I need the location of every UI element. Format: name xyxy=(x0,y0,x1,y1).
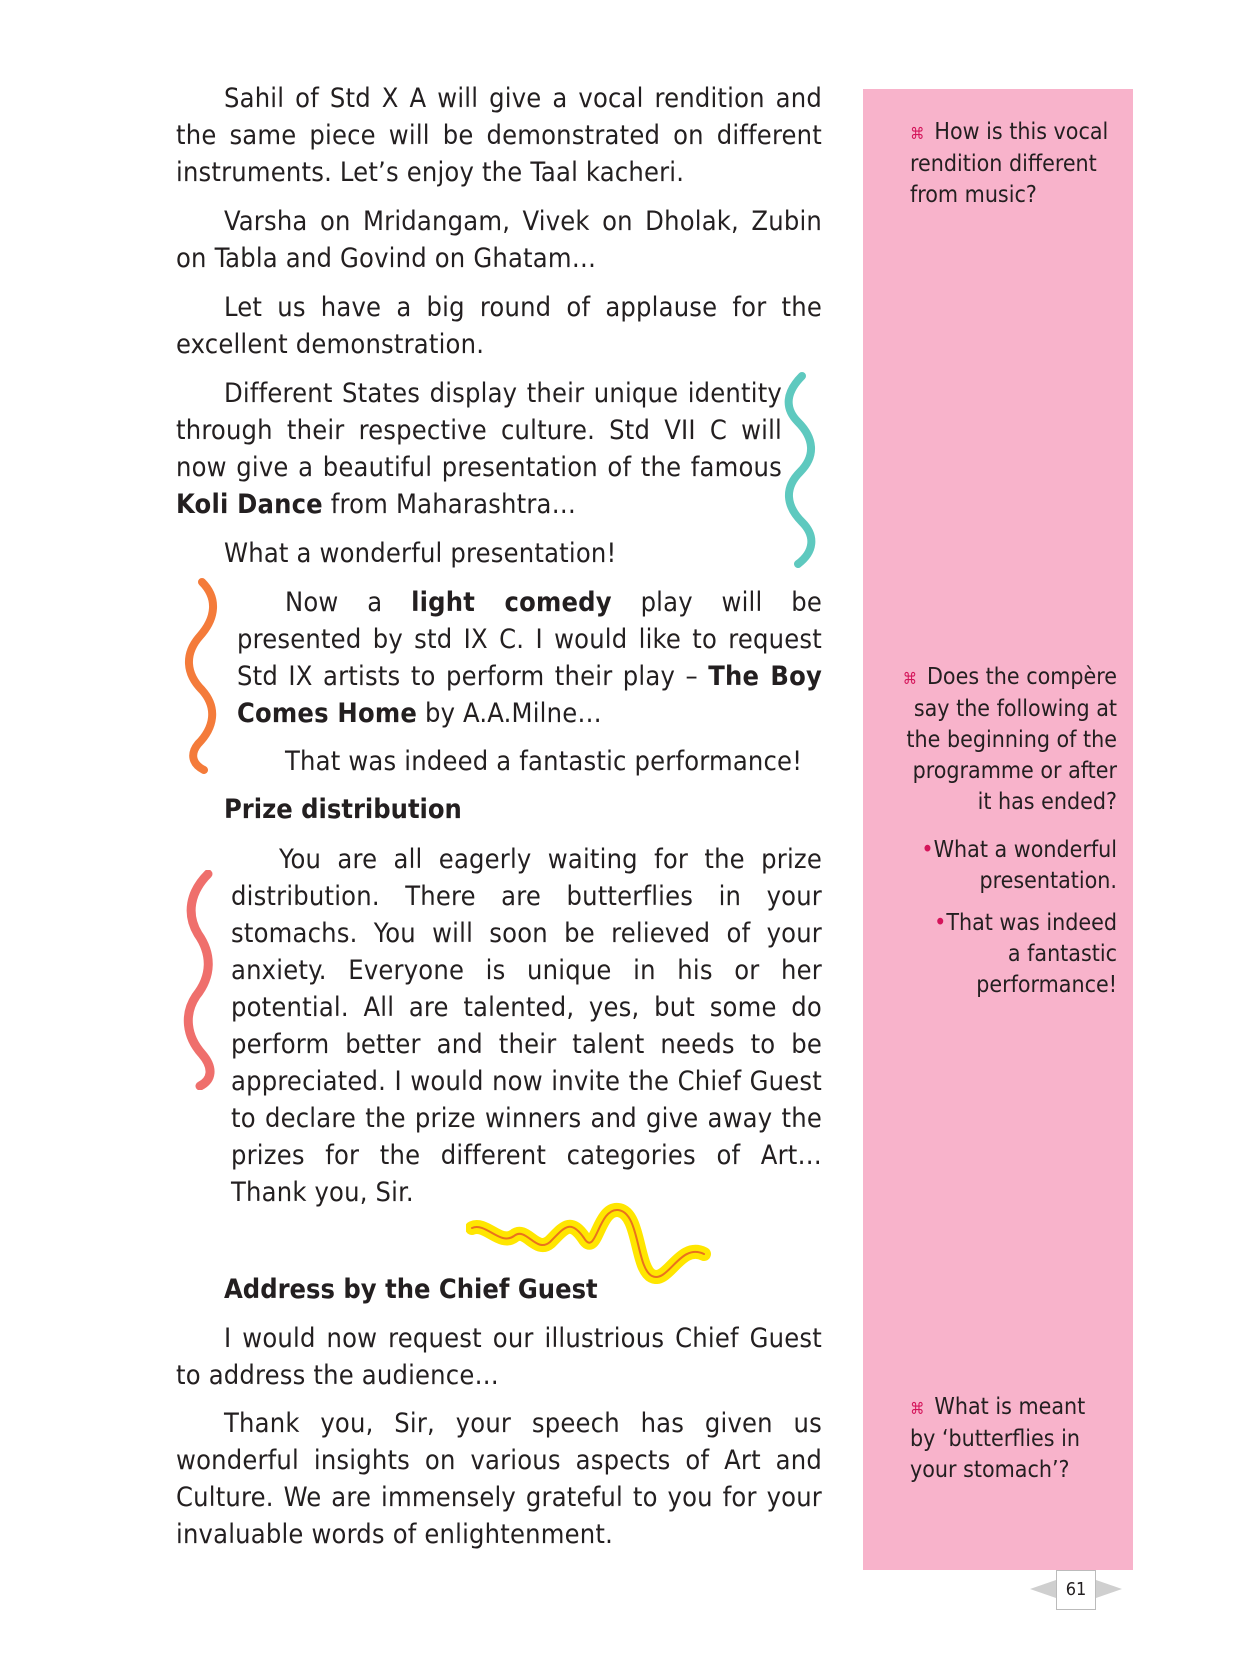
sidebar-panel xyxy=(863,89,1133,1570)
yellow-ribbon-decoration xyxy=(466,1198,716,1284)
sidebar-question-3: ⌘ What is meant by ‘butterflies in your stomach’? xyxy=(910,1394,1086,1483)
sidebar-bullet-2: •That was indeed a fantastic performance! xyxy=(934,910,1117,998)
paragraph-9: I would now request our illustrious Chief Guest to address the audience… xyxy=(176,1323,822,1391)
command-mark-icon: ⌘ xyxy=(902,669,917,688)
orange-ribbon-decoration xyxy=(178,578,224,774)
paragraph-2: Varsha on Mridangam, Vivek on Dholak, Zubin on Tabla and Govind on Ghatam… xyxy=(176,206,822,274)
coral-ribbon-decoration xyxy=(178,870,224,1090)
command-mark-icon: ⌘ xyxy=(910,124,925,143)
command-mark-icon: ⌘ xyxy=(910,1399,925,1418)
sidebar-question-1: ⌘ How is this vocal rendition different from music? xyxy=(910,119,1109,208)
page-number: 61 xyxy=(1056,1570,1096,1610)
paragraph-7: That was indeed a fantastic performance! xyxy=(285,746,803,777)
paragraph-8: You are all eagerly waiting for the prize distribution. There are butterflies in your stomachs. You will soon be relieved of your anxiety. Everyone is unique in his or her potential. All are talented, yes, but some do perform better and their talent needs to be appreciated. I would now invite the Chief Guest to declare the prize winners and give away the prizes for the different categories of Art… Thank you, Sir. xyxy=(231,844,822,1208)
sidebar-question-2: ⌘ Does the compère say the following at the beginning of the programme or after it has ended? xyxy=(902,664,1117,815)
paragraph-3: Let us have a big round of applause for the excellent demonstration. xyxy=(176,292,822,360)
heading-prize-distribution: Prize distribution xyxy=(224,794,462,825)
heading-chief-guest: Address by the Chief Guest xyxy=(224,1274,598,1305)
paragraph-5: What a wonderful presentation! xyxy=(224,538,617,569)
teal-ribbon-decoration xyxy=(780,372,830,568)
paragraph-4: Different States display their unique identity through their respective culture. Std VII C will now give a beautiful presentation of the famous Koli Dance from Maharashtra… xyxy=(176,378,782,520)
paragraph-6: Now a light comedy play will be presented by std IX C. I would like to request Std IX artists to perform their play – The Boy Comes Home by A.A.Milne… xyxy=(237,587,822,729)
paragraph-10: Thank you, Sir, your speech has given us wonderful insights on various aspects of Art and Culture. We are immensely grateful to you for your invaluable words of enlightenment. xyxy=(176,1408,822,1550)
sidebar-bullet-1: •What a wonderful presentation. xyxy=(921,837,1117,894)
bullet-icon: • xyxy=(934,910,947,936)
bullet-icon: • xyxy=(921,837,934,863)
paragraph-1: Sahil of Std X A will give a vocal rendition and the same piece will be demonstrated on different instruments. Let’s enjoy the Taal kacheri. xyxy=(176,83,822,188)
